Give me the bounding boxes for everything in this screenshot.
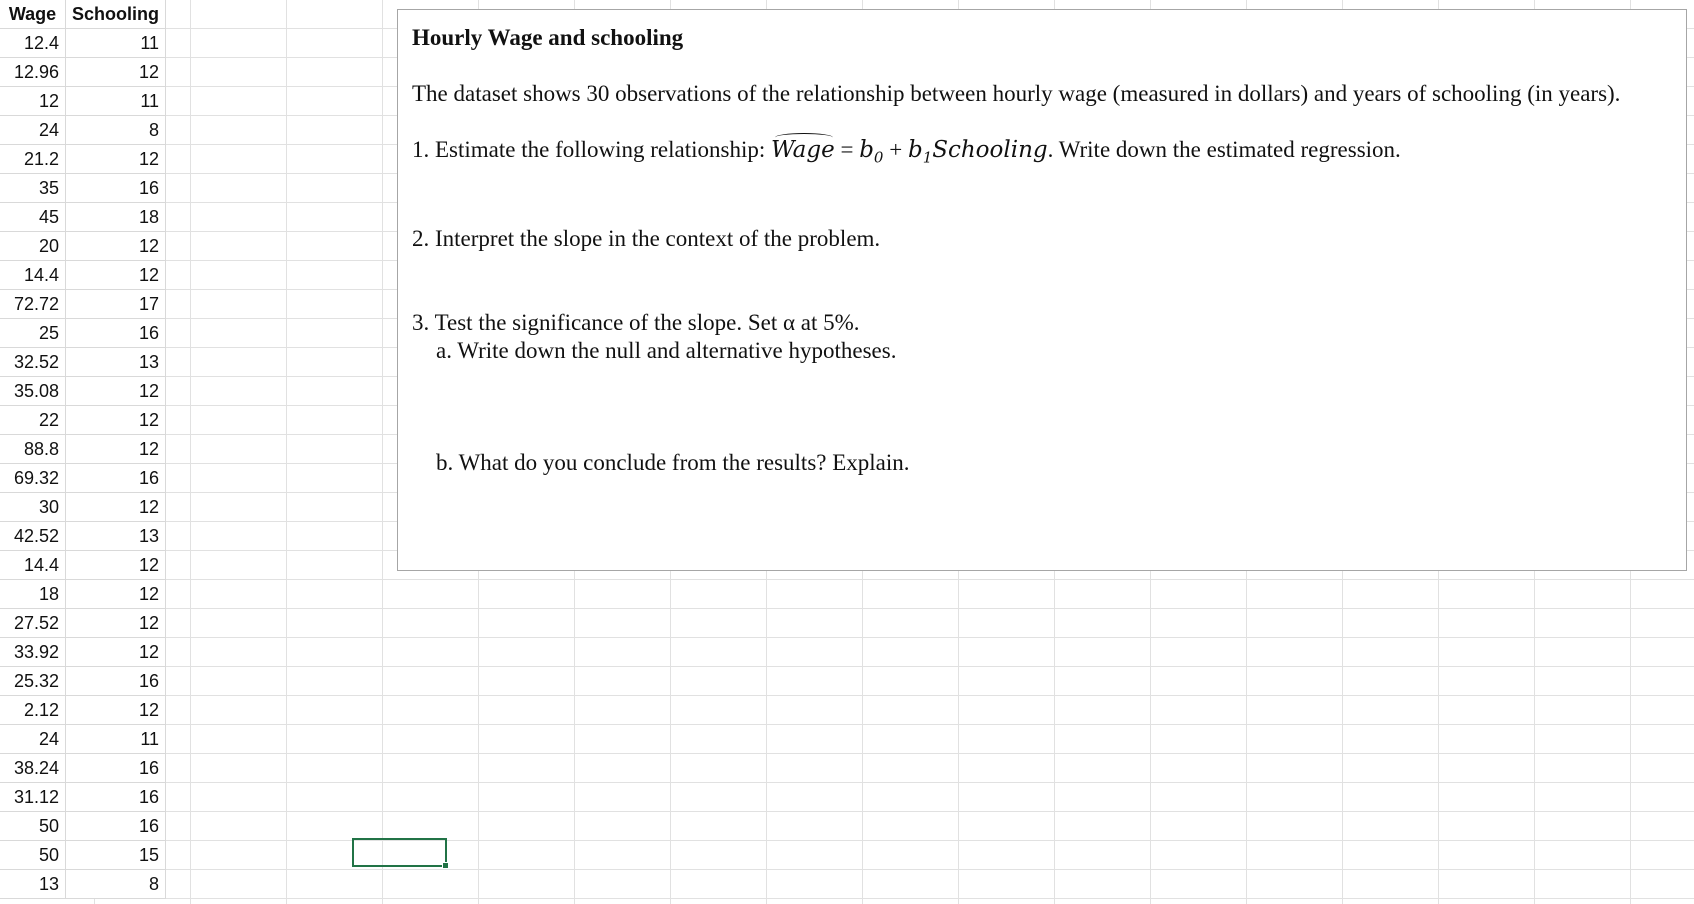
wage-cell[interactable]: 72.72 <box>0 290 66 319</box>
table-row <box>0 319 166 348</box>
wage-cell[interactable]: 50 <box>0 812 66 841</box>
schooling-cell[interactable]: 16 <box>66 754 166 783</box>
wage-cell[interactable]: 20 <box>0 232 66 261</box>
wage-cell[interactable]: 69.32 <box>0 464 66 493</box>
table-row <box>0 493 166 522</box>
wage-cell[interactable]: 21.2 <box>0 145 66 174</box>
table-row <box>0 435 166 464</box>
wage-cell[interactable]: 50 <box>0 841 66 870</box>
table-row <box>0 377 166 406</box>
schooling-cell[interactable]: 8 <box>66 116 166 145</box>
table-row <box>0 783 166 812</box>
schooling-cell[interactable]: 12 <box>66 58 166 87</box>
table-row <box>0 348 166 377</box>
header-wage[interactable]: Wage <box>0 0 66 29</box>
textbox-title: Hourly Wage and schooling <box>412 25 684 50</box>
table-row <box>0 754 166 783</box>
schooling-cell[interactable]: 12 <box>66 580 166 609</box>
wage-cell[interactable]: 35.08 <box>0 377 66 406</box>
schooling-cell[interactable]: 12 <box>66 261 166 290</box>
table-row <box>0 551 166 580</box>
wage-cell[interactable]: 32.52 <box>0 348 66 377</box>
data-body <box>0 29 166 899</box>
wage-cell[interactable]: 12 <box>0 87 66 116</box>
schooling-cell[interactable]: 16 <box>66 174 166 203</box>
table-row <box>0 145 166 174</box>
b1-symbol <box>907 137 933 167</box>
wage-hat-symbol: Wage <box>771 137 835 163</box>
wage-cell[interactable]: 2.12 <box>0 696 66 725</box>
table-row <box>0 725 166 754</box>
wage-cell[interactable]: 35 <box>0 174 66 203</box>
table-row <box>0 812 166 841</box>
wage-cell[interactable]: 24 <box>0 725 66 754</box>
table-row <box>0 232 166 261</box>
wage-cell[interactable]: 42.52 <box>0 522 66 551</box>
b0-letter: b <box>859 137 874 163</box>
question-3a: a. Write down the null and alternative hypotheses. <box>436 337 897 363</box>
schooling-cell[interactable]: 16 <box>66 319 166 348</box>
schooling-cell[interactable]: 16 <box>66 667 166 696</box>
schooling-cell[interactable]: 18 <box>66 203 166 232</box>
schooling-cell[interactable]: 16 <box>66 812 166 841</box>
table-row <box>0 464 166 493</box>
q1-prefix: 1. Estimate the following relationship: <box>412 137 771 162</box>
schooling-cell[interactable]: 12 <box>66 145 166 174</box>
wage-cell[interactable]: 12.96 <box>0 58 66 87</box>
schooling-cell[interactable]: 12 <box>66 609 166 638</box>
active-cell-selection[interactable] <box>352 838 447 867</box>
schooling-cell[interactable]: 11 <box>66 87 166 116</box>
wage-cell[interactable]: 24 <box>0 116 66 145</box>
schooling-cell[interactable]: 12 <box>66 406 166 435</box>
schooling-cell[interactable]: 16 <box>66 464 166 493</box>
header-schooling[interactable]: Schooling <box>66 0 166 29</box>
b1-letter: b <box>907 137 923 163</box>
wage-cell[interactable]: 25.32 <box>0 667 66 696</box>
schooling-cell[interactable]: 15 <box>66 841 166 870</box>
wage-cell[interactable]: 12.4 <box>0 29 66 58</box>
schooling-cell[interactable]: 12 <box>66 377 166 406</box>
schooling-cell[interactable]: 8 <box>66 870 166 899</box>
table-row <box>0 841 166 870</box>
schooling-cell[interactable]: 12 <box>66 435 166 464</box>
wage-cell[interactable]: 13 <box>0 870 66 899</box>
wage-cell[interactable]: 27.52 <box>0 609 66 638</box>
schooling-cell[interactable]: 16 <box>66 783 166 812</box>
schooling-cell[interactable]: 17 <box>66 290 166 319</box>
wage-cell[interactable]: 88.8 <box>0 435 66 464</box>
table-row <box>0 522 166 551</box>
wage-cell[interactable]: 18 <box>0 580 66 609</box>
schooling-cell[interactable]: 13 <box>66 522 166 551</box>
table-row <box>0 406 166 435</box>
question-3: 3. Test the significance of the slope. Set α at 5%. <box>412 309 860 335</box>
b0-symbol <box>859 137 884 167</box>
table-row <box>0 116 166 145</box>
table-row <box>0 609 166 638</box>
table-row <box>0 261 166 290</box>
q1-suffix: . Write down the estimated regression. <box>1047 137 1401 162</box>
table-row <box>0 667 166 696</box>
b1-subscript: 1 <box>922 148 933 167</box>
q1-plus: + <box>883 137 908 162</box>
wage-cell[interactable]: 14.4 <box>0 551 66 580</box>
wage-cell[interactable]: 31.12 <box>0 783 66 812</box>
schooling-cell[interactable]: 12 <box>66 551 166 580</box>
wage-cell[interactable]: 33.92 <box>0 638 66 667</box>
q1-equals: = <box>834 137 860 162</box>
table-row <box>0 870 166 899</box>
wage-cell[interactable]: 22 <box>0 406 66 435</box>
question-3b: b. What do you conclude from the results? Explain. <box>436 449 910 475</box>
schooling-cell[interactable]: 11 <box>66 29 166 58</box>
wage-cell[interactable]: 38.24 <box>0 754 66 783</box>
schooling-cell[interactable]: 11 <box>66 725 166 754</box>
schooling-cell[interactable]: 13 <box>66 348 166 377</box>
data-table <box>0 0 166 899</box>
table-row <box>0 87 166 116</box>
schooling-cell[interactable]: 12 <box>66 493 166 522</box>
table-row <box>0 580 166 609</box>
wage-cell[interactable]: 25 <box>0 319 66 348</box>
table-row <box>0 638 166 667</box>
header-row <box>0 0 166 29</box>
wage-cell[interactable]: 45 <box>0 203 66 232</box>
table-row <box>0 174 166 203</box>
intro-paragraph: The dataset shows 30 observations of the relationship between hourly wage (measured in dollars) and years of schooling (in years). <box>412 81 1621 106</box>
question-2: 2. Interpret the slope in the context of the problem. <box>412 225 881 251</box>
table-row <box>0 290 166 319</box>
table-row <box>0 29 166 58</box>
schooling-cell[interactable]: 12 <box>66 696 166 725</box>
table-row <box>0 58 166 87</box>
b0-subscript: 0 <box>873 148 884 167</box>
table-row <box>0 203 166 232</box>
table-row <box>0 696 166 725</box>
wage-cell[interactable]: 14.4 <box>0 261 66 290</box>
schooling-variable: Schooling <box>932 137 1048 163</box>
schooling-cell[interactable]: 12 <box>66 638 166 667</box>
question-1 <box>412 136 1672 172</box>
schooling-cell[interactable]: 12 <box>66 232 166 261</box>
wage-cell[interactable]: 30 <box>0 493 66 522</box>
question-textbox[interactable] <box>397 9 1687 571</box>
